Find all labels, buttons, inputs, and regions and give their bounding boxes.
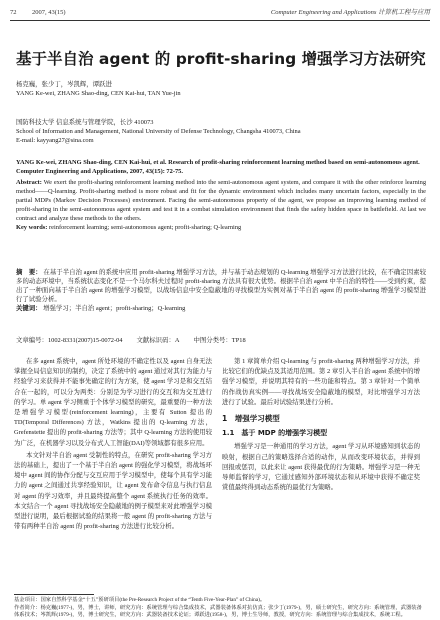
section-heading: 1 增强学习模型 (222, 414, 280, 424)
body-paragraph: 第 1 章简单介绍 Q-learning 与 profit-sharing 两种增强学习方法，并比较它们的优缺点及其适用范围。第 2 章引入半自治 agent 系统中的增强学习模型，并说明其特有的一些功能和特点。第 3 章针对一个简单的作战仿真实例——寻找战场安全隐蔽地的模型，对比增强学习方法进行了试验。最后对试验结果进行分析。 (222, 358, 420, 406)
article-number: 文章编号：1002-8331(2007)15-0072-04 (16, 337, 123, 344)
volume-issue: 2007, 43(15) (32, 9, 66, 16)
body-columns (14, 357, 426, 589)
body-left-column (14, 357, 212, 534)
authors-chinese: 杨克巍，张少丁，岑凯辉，谭跃进 (16, 81, 112, 88)
affiliation-block (16, 118, 426, 145)
document-code: 文献标识码：A (136, 337, 180, 344)
body-paragraph: 增强学习是一种通用的学习方法，agent 学习从环境感知到状态的映射，根据自己的策略选择合适的动作，从而改变环境状态，并得到回报或惩罚，以此来让 agent 获得最优的行为策略。增强学习是一种无导师监督的学习，它通过感知外部环境状态和从环境中获得不确定奖赏值最终得到动态系统的最优行为策略。 (222, 443, 420, 492)
paper-title: 基于半自治 agent 的 profit-sharing 增强学习方法研究 (16, 50, 426, 68)
abstract-text-en: We exert the profit-sharing reinforcement learning method into the semi-autonomous agent system, and compare it with the other reinforce learning method——Q-learning. Profit-sharing method is more robust and fit for the dynamic environment which includes many uncertain factors, especially in the partial MDPs (Markov Decision Processes) environment. Facing the semi-autonomous property of the agent, we propose an improving learning method of profit-sharing in the semi-autonomous agent system and test it in a combat simulation environment that finds the safety hidden space in battlefield. At last we contract and analyze these methods to the others. (16, 179, 427, 222)
keywords-label-en: Key words: (16, 224, 48, 231)
author-email: E-mail: kayyang27@sina.com (16, 137, 94, 144)
subsection-heading: 1.1 基于 MDP 的增强学习模型 (222, 429, 328, 438)
running-header (10, 7, 430, 19)
affiliation-chinese: 国防科技大学 信息系统与管理学院，长沙 410073 (16, 119, 154, 126)
abstract-english (16, 178, 426, 232)
journal-name: Computer Engineering and Applications 计算机工程与应用 (270, 9, 430, 16)
clc-number: 中图分类号：TP18 (193, 337, 246, 344)
body-right-column (222, 357, 420, 495)
page-number: 72 (10, 9, 17, 16)
body-paragraph: 在多 agent 系统中，agent 所处环境的不确定性以及 agent 自身无法掌握全局信息知识的制约，决定了系统中的 agent 通过对其行为能力与经验学习来获得并不能事先确定的行为方案，使 agent 学习是和交互结合在一起的，可以分为两类：分别是为学习进行的交互和为交互进行的学习。单 agent 学习侧重于个体学习模型的研究，最重要的一种方法是增强学习模型(reinforcement learning)，主要有 Sutton 提出的 TD(Temporal Differences) 方法，Watkins 提出的 Q-learning 方法，Grefenstette 提出的 profit-sharing 方法等；其中 Q-learning 方法的使用较为广泛，在机器学习以及分布式人工智能(DAI)等领域都有很多应用。 (14, 358, 212, 447)
body-paragraph: 本文针对半自治 agent 受制性的特点，在研究 profit-sharing 学习方法的基础上，提出了一个基于半自治 agent 的强化学习模型，将战场环境中 agent 间的协作分配与交互应用于学习模型中，使每个具有学习能力的 agent 之间通过共享经验知识，让 agent 发布命令信息与执行信息对 agent 的学习效率，并且最终提高整个 agent 系统执行任务的效率。本文结合一个 agent 寻找战场安全隐蔽地的例子模型来对此增强学习模型进行说明，最后根据试验的结果将一般 agent 的 profit-sharing 方法与带有两种半自治 agent 的 profit-sharing 方法进行比较分析。 (14, 451, 212, 531)
keywords-label-cn: 关键词： (16, 305, 42, 312)
abstract-chinese (16, 268, 426, 313)
authors-english: YANG Ke-wei, ZHANG Shao-ding, CEN Kai-hui, TAN Yue-jin (16, 90, 181, 97)
abstract-label-cn: 摘 要： (16, 269, 42, 276)
keywords-text-cn: 增强学习；半自治 agent；profit-sharing；Q-learning (43, 305, 186, 312)
author-block (16, 80, 426, 98)
footnote (14, 597, 426, 620)
header-rule (10, 20, 430, 21)
keywords-text-en: reinforcement learning; semi-autonomous agent; profit-sharing; Q-learning (49, 224, 242, 231)
footnote-authors: 作者简介：杨克巍(1977-)，男，博士，讲师，研究方向：系统管理与综合集成技术，武器装备体系对抗仿真；张少丁(1979-)，男，硕士研究生，研究方向：系统管理，武器装备体系技术；岑凯辉(1979-)，男，博士研究生，研究方向：武器装备技术论证；谭跃进(1958-)，男，博士生导师，教授，研究方向：系统管理与综合集成技术，系统工程。 (14, 604, 422, 618)
affiliation-english: School of Information and Management, National University of Defense Technology, Changsha 410073, China (16, 128, 301, 135)
abstract-label-en: Abstract: (16, 179, 42, 186)
abstract-text-cn: 在基于半自治 agent 的系统中应用 profit-sharing 增强学习方法，并与基于动态规划的 Q-learning 增强学习方法进行比较，在不确定因素较多的动态环境中，当系统状态变化不是一个马尔科夫过程时 profit-sharing 方法具有很大优势。根据半自治 agent 中半自治的特性——受到约束，提出了一种面向基于半自治 agent 的增强学习模型，以战场信息中安全隐蔽地的寻找模型为实例对基于半自治 agent 的 profit-sharing 增强学习模型进行了试验分析。 (16, 269, 426, 303)
footnote-funding: 基金项目：国家自然科学基金“十五”预研项目(the Pre-Research Project of the “Tenth Five-Year-Plan” of China)。 (14, 597, 266, 603)
footnote-rule (14, 594, 94, 595)
classification-line (16, 336, 426, 345)
citation: YANG Ke-wei, ZHANG Shao-ding, CEN Kai-hui, et al. Research of profit-sharing reinforcement learning method based on semi-autonomous agent. Computer Engineering and Applications, 2007, 43(15): 72-75. (16, 159, 420, 175)
